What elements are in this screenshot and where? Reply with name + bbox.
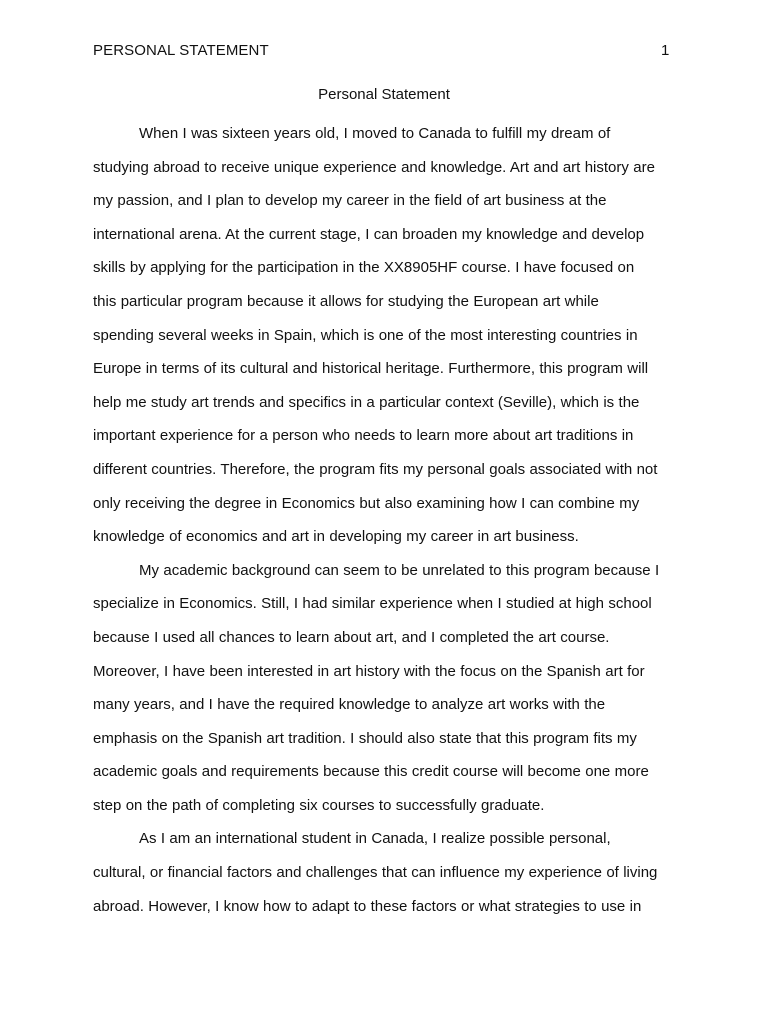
- body-text: [93, 117, 693, 923]
- body-line: skills by applying for the participation in the XX8905HF course. I have focused on: [93, 259, 635, 277]
- body-line: academic goals and requirements because this credit course will become one more: [93, 763, 649, 781]
- body-line: Moreover, I have been interested in art history with the focus on the Spanish art for: [93, 662, 645, 680]
- body-line: When I was sixteen years old, I moved to Canada to fulfill my dream of: [139, 125, 611, 142]
- page-number: 1: [661, 42, 670, 59]
- body-line: cultural, or financial factors and challenges that can influence my experience of living: [93, 864, 658, 882]
- body-line: studying abroad to receive unique experience and knowledge. Art and art history are: [93, 158, 655, 176]
- running-head: PERSONAL STATEMENT: [93, 42, 269, 59]
- body-line: my passion, and I plan to develop my career in the field of art business at the: [93, 192, 607, 210]
- body-line: emphasis on the Spanish art tradition. I should also state that this program fits my: [93, 729, 637, 747]
- body-line: specialize in Economics. Still, I had similar experience when I studied at high school: [93, 595, 652, 613]
- body-line: important experience for a person who needs to learn more about art traditions in: [93, 427, 634, 445]
- document-title: Personal Statement: [318, 86, 450, 103]
- body-line: many years, and I have the required knowledge to analyze art works with the: [93, 696, 606, 714]
- body-line: Europe in terms of its cultural and historical heritage. Furthermore, this program will: [93, 360, 649, 378]
- body-line: different countries. Therefore, the program fits my personal goals associated with not: [93, 460, 658, 478]
- body-line: only receiving the degree in Economics but also examining how I can combine my: [93, 494, 640, 512]
- body-line: this particular program because it allows for studying the European art while: [93, 292, 599, 310]
- body-line: knowledge of economics and art in developing my career in art business.: [93, 528, 579, 546]
- body-line: because I used all chances to learn about art, and I completed the art course.: [93, 628, 610, 646]
- body-line: abroad. However, I know how to adapt to these factors or what strategies to use in: [93, 897, 642, 915]
- body-line: international arena. At the current stage, I can broaden my knowledge and develop: [93, 225, 645, 243]
- body-line: spending several weeks in Spain, which is one of the most interesting countries in: [93, 326, 638, 344]
- body-line: step on the path of completing six courses to successfully graduate.: [93, 796, 545, 814]
- body-line: My academic background can seem to be unrelated to this program because I: [139, 561, 660, 579]
- body-line: help me study art trends and specifics in a particular context (Seville), which is the: [93, 393, 640, 411]
- body-line: As I am an international student in Canada, I realize possible personal,: [139, 830, 611, 848]
